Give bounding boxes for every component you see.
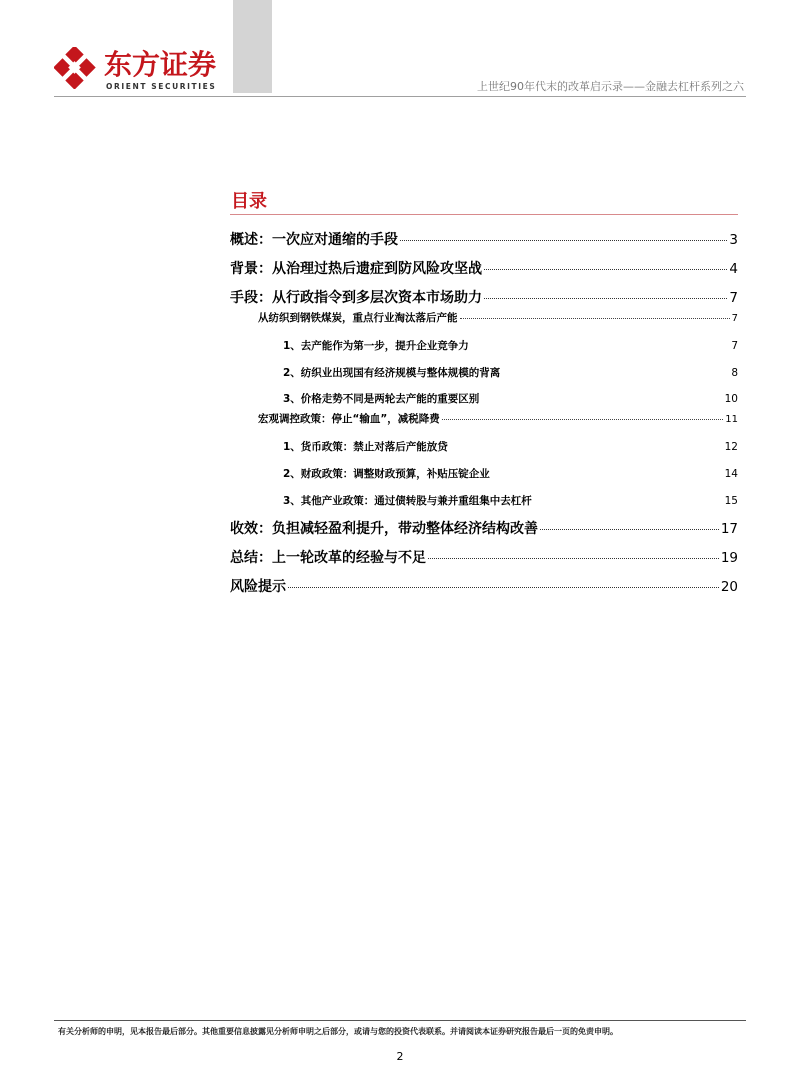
toc-entry-page: 3 — [729, 232, 738, 248]
toc-heading: 目录 — [231, 191, 267, 212]
orient-securities-logo-icon — [54, 47, 96, 89]
toc-leader-dots — [484, 269, 727, 270]
toc-entry-page: 20 — [720, 579, 738, 595]
page-number: 2 — [396, 1050, 404, 1063]
toc-entry-title: 3、价格走势不同是两轮去产能的重要区别 — [283, 393, 480, 405]
toc-entry[interactable] — [230, 576, 738, 596]
toc-entry-page: 12 — [724, 441, 738, 453]
toc-leader-dots — [540, 529, 719, 530]
toc-leader-dots — [428, 558, 719, 559]
toc-leader-dots — [288, 587, 719, 588]
toc-entry-title: 1、货币政策：禁止对落后产能放贷 — [283, 441, 448, 453]
toc-entry[interactable] — [258, 310, 738, 325]
toc-entry-title: 3、其他产业政策：通过债转股与兼并重组集中去杠杆 — [283, 495, 532, 507]
toc-entry-title: 总结：上一轮改革的经验与不足 — [230, 550, 426, 566]
toc-entry[interactable] — [283, 391, 738, 406]
company-name-cn: 东方证券 — [104, 48, 217, 81]
analyst-disclaimer: 有关分析师的申明，见本报告最后部分。其他重要信息披露见分析师申明之后部分，或请与您的投资代表联系。并请阅读本证券研究报告最后一页的免责申明。 — [58, 1027, 618, 1036]
toc-entry[interactable] — [283, 466, 738, 481]
toc-entry-page: 7 — [731, 340, 738, 352]
toc-entry[interactable] — [258, 411, 738, 426]
toc-entry-title: 从纺织到钢铁煤炭，重点行业淘汰落后产能 — [258, 312, 458, 324]
toc-entry-page: 14 — [724, 468, 738, 480]
toc-entry[interactable] — [230, 229, 738, 249]
toc-entry-title: 风险提示 — [230, 579, 286, 595]
toc-entry-title: 手段：从行政指令到多层次资本市场助力 — [230, 290, 482, 306]
toc-leader-dots — [460, 318, 730, 319]
toc-entry-page: 11 — [725, 414, 738, 425]
toc-entry-page: 7 — [729, 290, 738, 306]
toc-entry-title: 概述：一次应对通缩的手段 — [230, 232, 398, 248]
report-series-title: 上世纪90年代末的改革启示录——金融去杠杆系列之六 — [477, 80, 744, 93]
toc-leader-dots — [484, 298, 727, 299]
toc-entry[interactable] — [230, 287, 738, 307]
toc-entry-page: 19 — [720, 550, 738, 566]
toc-entry[interactable] — [283, 439, 738, 454]
toc-entry-page: 7 — [731, 313, 738, 324]
toc-leader-dots — [400, 240, 727, 241]
toc-entry[interactable] — [230, 547, 738, 567]
toc-entry[interactable] — [283, 493, 738, 508]
header-gray-band — [233, 0, 272, 93]
header-divider — [54, 96, 746, 97]
toc-entry[interactable] — [230, 518, 738, 538]
toc-entry[interactable] — [283, 365, 738, 380]
toc-entry[interactable] — [283, 338, 738, 353]
toc-entry-title: 宏观调控政策：停止“输血”，减税降费 — [258, 413, 440, 425]
toc-entry-page: 8 — [731, 367, 738, 379]
toc-entry-page: 10 — [724, 393, 738, 405]
toc-entry-page: 4 — [729, 261, 738, 277]
toc-entry-title: 收效：负担减轻盈利提升，带动整体经济结构改善 — [230, 521, 538, 537]
toc-heading-divider — [230, 214, 738, 215]
footer-divider — [54, 1020, 746, 1021]
toc-entry-page: 17 — [720, 521, 738, 537]
company-name-en: ORIENT SECURITIES — [106, 82, 217, 91]
toc-entry-title: 2、纺织业出现国有经济规模与整体规模的背离 — [283, 367, 501, 379]
toc-entry-title: 背景：从治理过热后遗症到防风险攻坚战 — [230, 261, 482, 277]
toc-entry-title: 2、财政政策：调整财政预算，补贴压锭企业 — [283, 468, 490, 480]
toc-entry-page: 15 — [724, 495, 738, 507]
toc-entry[interactable] — [230, 258, 738, 278]
toc-entry-title: 1、去产能作为第一步，提升企业竞争力 — [283, 340, 469, 352]
toc-leader-dots — [442, 419, 723, 420]
